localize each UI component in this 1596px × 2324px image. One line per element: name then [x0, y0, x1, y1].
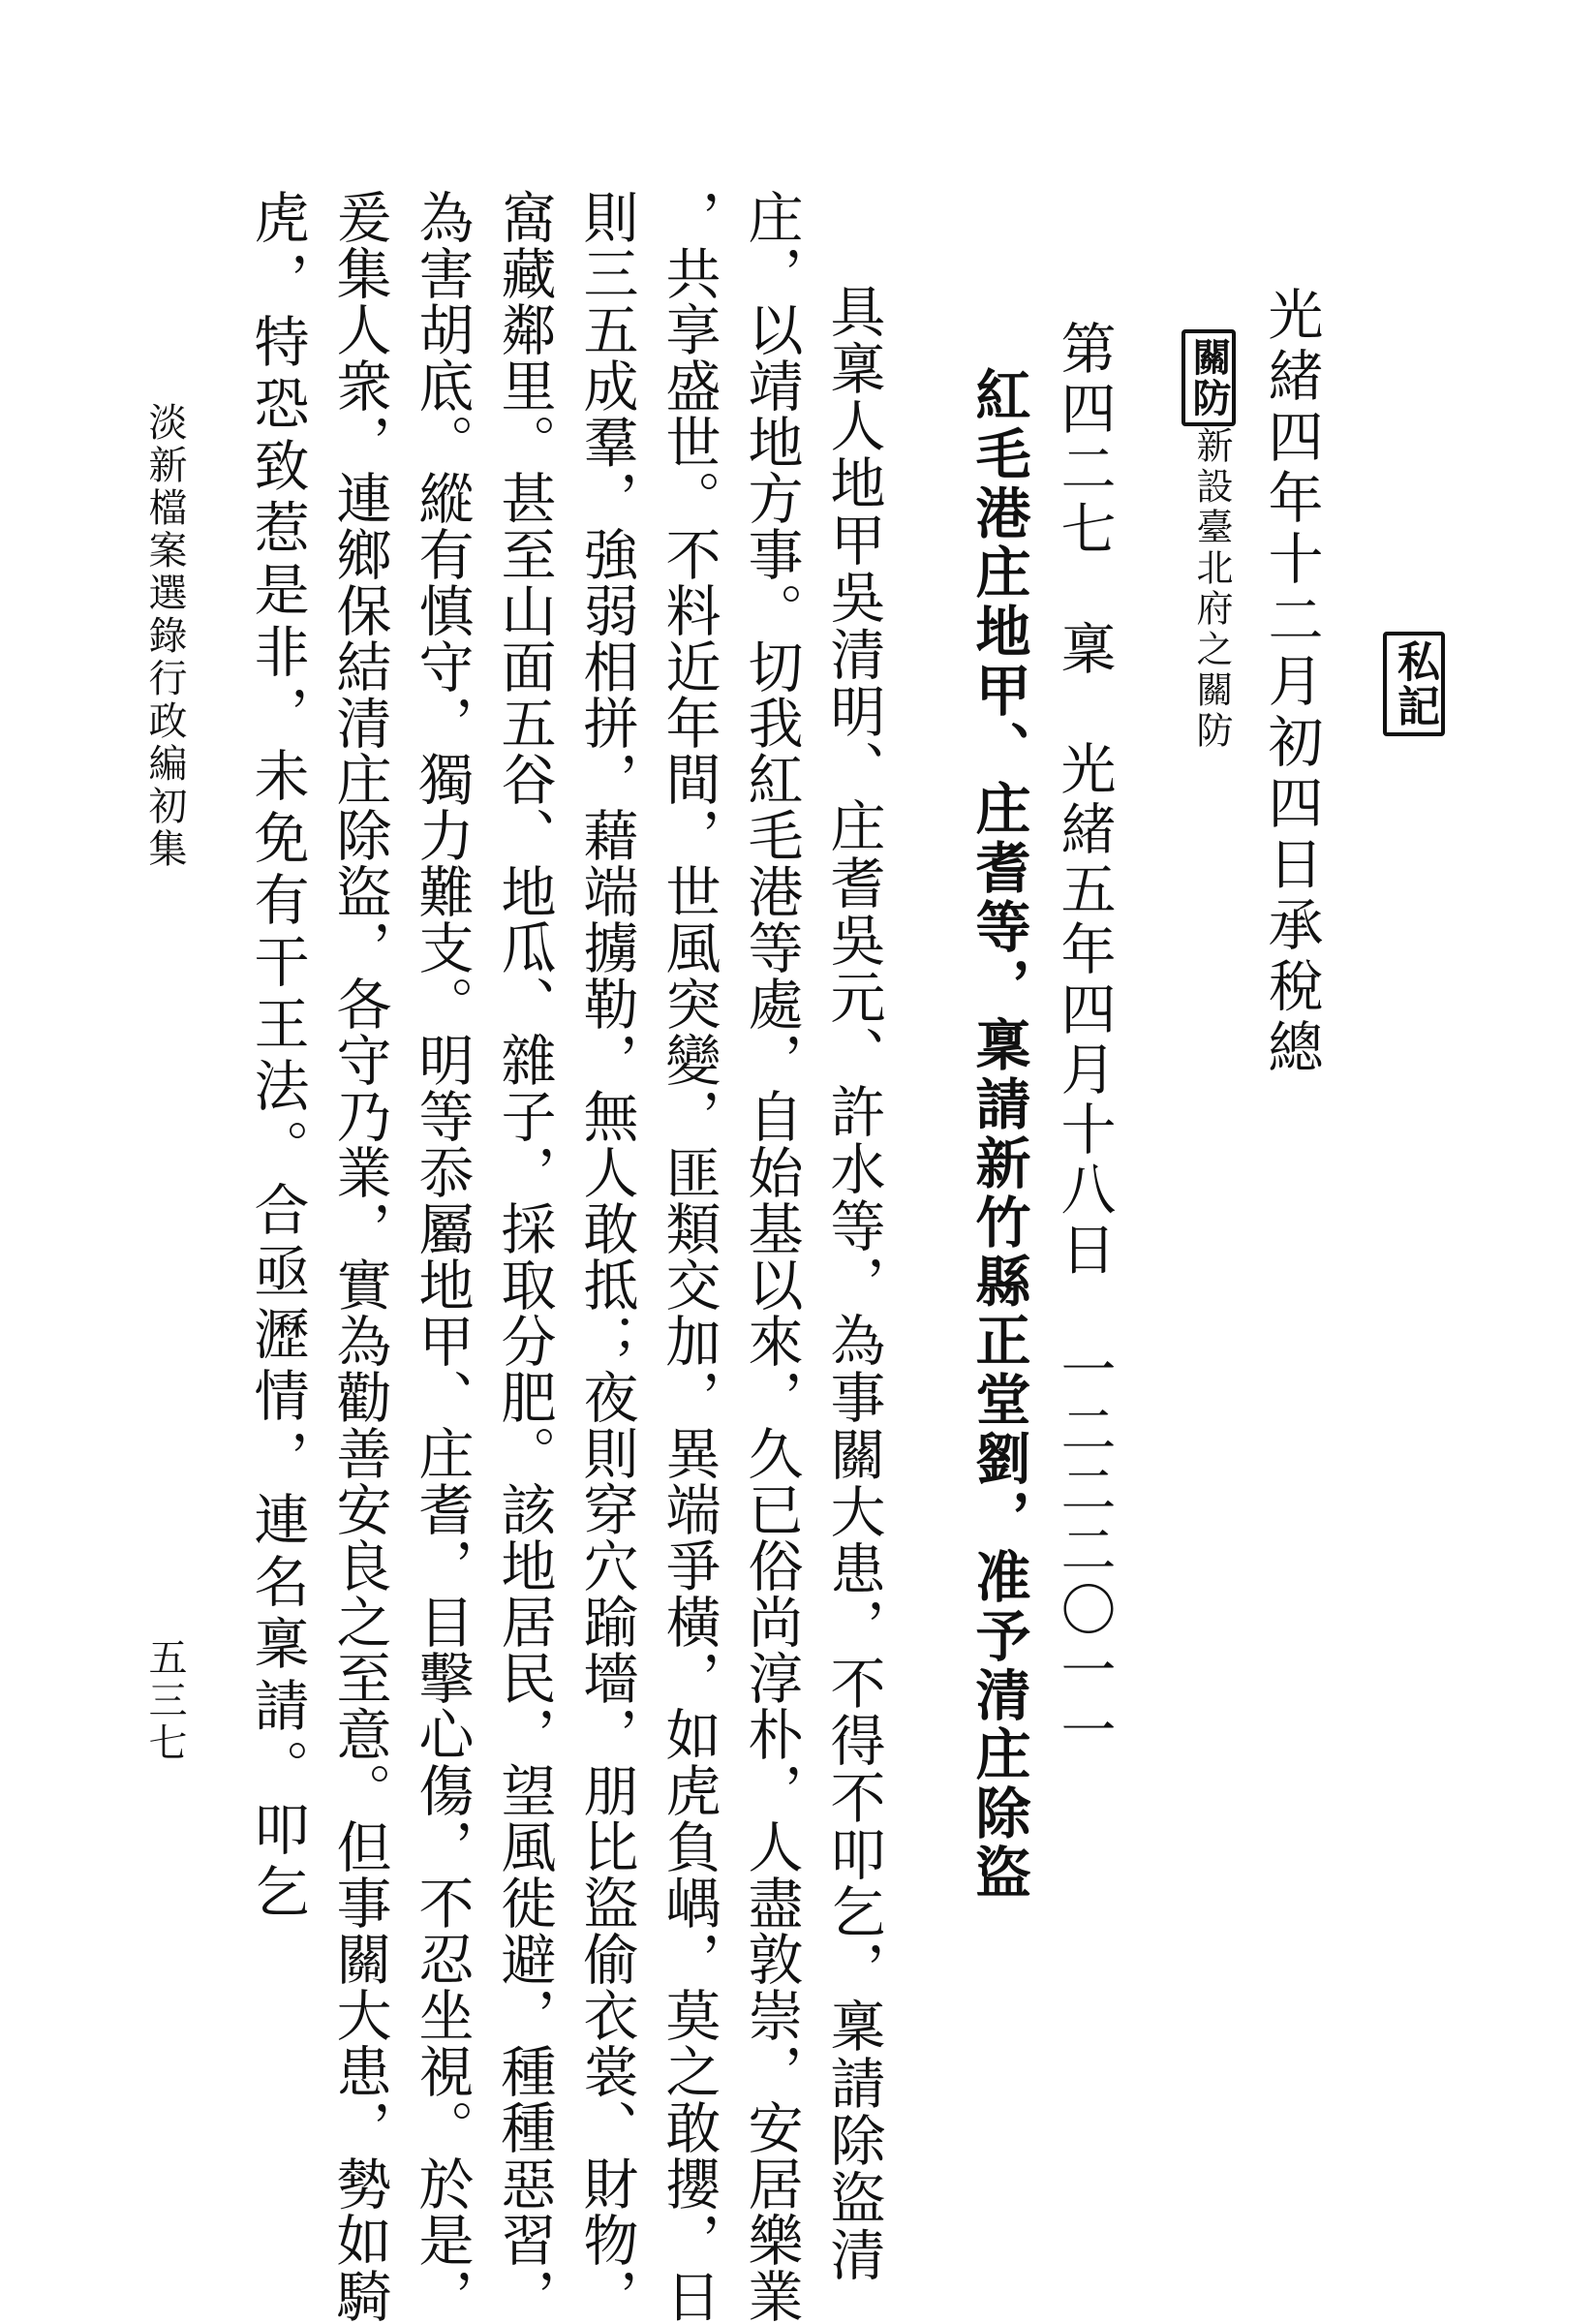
- body-line-6: 為害胡底。縱有慎守，獨力難支。明等忝屬地甲、庄耆，目擊心傷，不忍坐視。於是，: [410, 189, 474, 2324]
- guanfang-tag: 關防: [1182, 329, 1236, 426]
- body-line-2: 庄，以靖地方事。切我紅毛港等處，自始基以來，久已俗尚淳朴，人盡敦崇，安居樂業: [739, 189, 803, 2324]
- body-line-5: 窩藏鄰里。甚至山面五谷、地瓜、雜子，採取分肥。該地居民，望風徙避，種種惡習，: [492, 189, 556, 2324]
- body-line-3: ，共享盛世。不料近年間，世風突變，匪類交加，異端爭橫，如虎負嵎，莫之敢攖，日: [657, 189, 721, 2324]
- book-title: 淡新檔案選錄行政編初集: [142, 402, 187, 871]
- body-line-7: 爰集人衆，連鄉保結清庄除盜，各守乃業，實為勸善安良之至意。但事關大患，勢如騎: [327, 189, 391, 2324]
- page-number: 五三七: [142, 1637, 187, 1765]
- record-title: 紅毛港庄地甲、庄耆等，稟請新竹縣正堂劉，准予清庄除盜: [967, 366, 1031, 1903]
- record-number-line: 第四二七 稟 光緒五年四月十八日 一二二二〇一一: [1052, 320, 1116, 1761]
- header-date-line: 光緒四年十二月初四日承稅總: [1259, 286, 1323, 1079]
- body-line-1: 具稟人地甲吳清明、庄耆吳元、許水等，為事關大患，不得不叩乞，稟請除盜清: [821, 283, 885, 2283]
- seal-note: 新設臺北府之關防: [1190, 426, 1233, 752]
- body-line-4: 則三五成羣，強弱相拼，藉端擄勒，無人敢抵；夜則穿穴踰墻，朋比盜偷衣裳、財物，: [574, 189, 638, 2324]
- private-record-stamp: 私記: [1383, 632, 1445, 736]
- body-line-8: 虎，特恐致惹是非，未免有干王法。合亟瀝情，連名稟請。叩乞: [245, 189, 309, 1925]
